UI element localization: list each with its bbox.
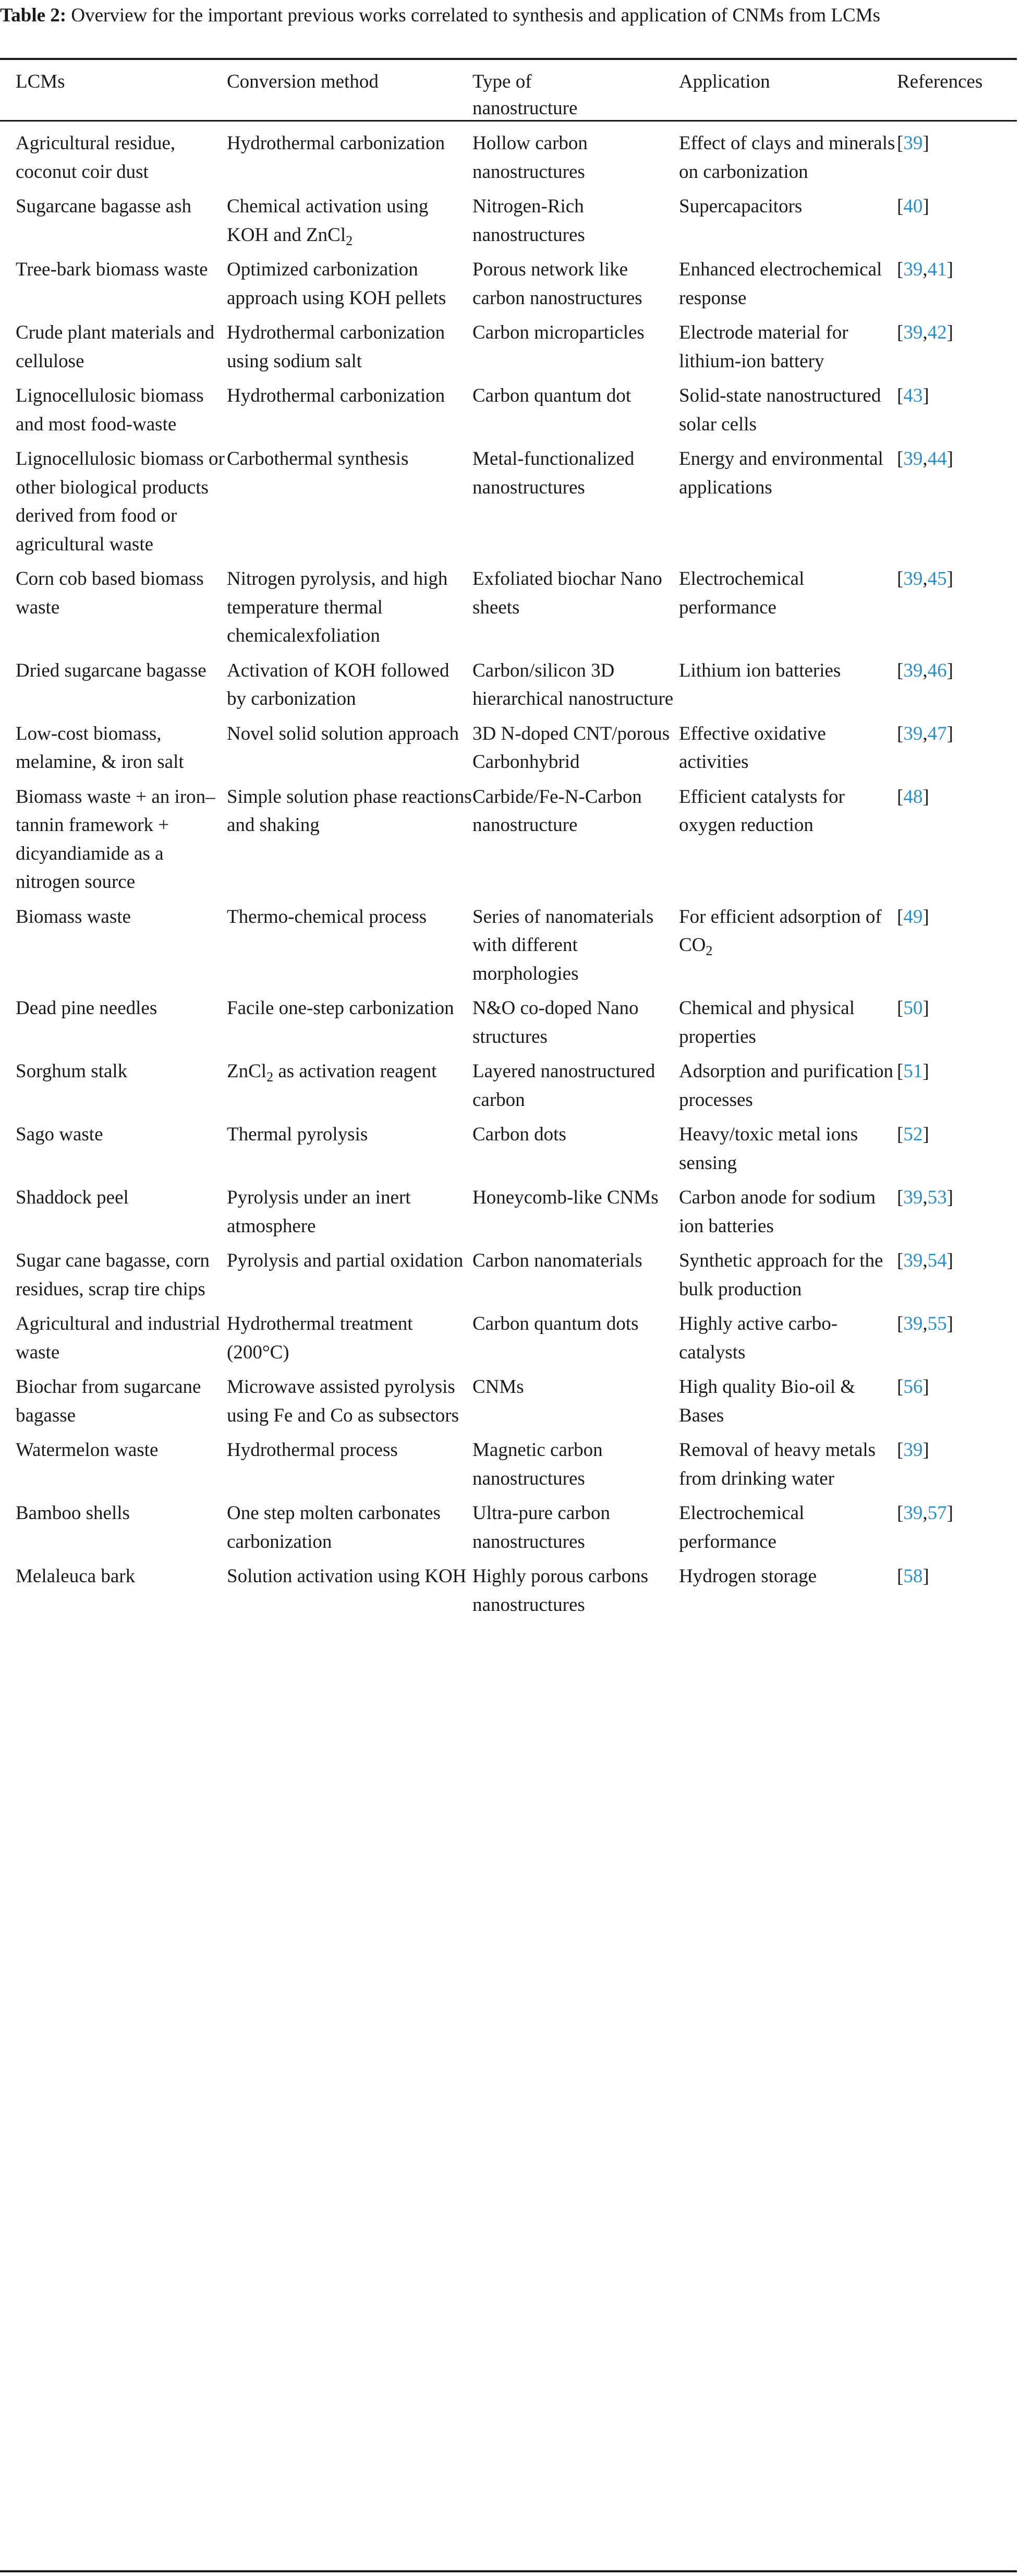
method-text: Hydrothermal carbonization	[227, 385, 445, 406]
table-header	[0, 60, 1017, 120]
cell-conversion-method	[227, 559, 472, 651]
cell-application	[679, 312, 897, 376]
lcms-text: Dead pine needles	[16, 997, 157, 1019]
reference-link[interactable]: 50	[903, 997, 923, 1019]
cell-application	[679, 186, 897, 249]
application-text: For efficient adsorption of CO	[679, 906, 882, 956]
method-text: Thermal pyrolysis	[227, 1124, 368, 1145]
table-row	[0, 559, 1017, 651]
cell-nanostructure-type	[472, 1051, 679, 1114]
cell-conversion-method	[227, 1051, 472, 1114]
header-conversion-method: Conversion method	[227, 71, 379, 92]
reference-link[interactable]: 39	[903, 259, 923, 280]
reference-link[interactable]: 57	[927, 1502, 947, 1524]
reference-link[interactable]: 39	[903, 448, 923, 470]
table-row	[0, 376, 1017, 439]
table-row	[0, 186, 1017, 249]
type-text: CNMs	[472, 1376, 524, 1398]
reference-link[interactable]: 39	[903, 1250, 923, 1271]
type-text: Highly porous carbons nanostructures	[472, 1566, 649, 1616]
application-text: Adsorption and purification processes	[679, 1061, 894, 1111]
cell-references: [39]	[897, 1439, 929, 1461]
reference-link[interactable]: 52	[903, 1124, 923, 1145]
cell-lcms	[0, 1493, 227, 1556]
cell-conversion-method	[227, 777, 472, 897]
lcms-text: Watermelon waste	[16, 1439, 159, 1461]
reference-link[interactable]: 53	[927, 1187, 947, 1208]
lcms-text: Crude plant materials and cellulose	[16, 322, 215, 372]
method-text-after: as activation reagent	[273, 1061, 437, 1082]
cell-lcms	[0, 777, 227, 897]
cell-application	[679, 1556, 897, 1619]
table-row	[0, 1556, 1017, 1619]
cell-application	[679, 1241, 897, 1304]
method-text: Nitrogen pyrolysis, and high temperature thermal chemicalexfoliation	[227, 568, 448, 646]
cell-nanostructure-type	[472, 777, 679, 897]
cell-application	[679, 1304, 897, 1367]
cell-conversion-method	[227, 439, 472, 559]
subscript: 2	[346, 233, 353, 248]
cell-lcms	[0, 1430, 227, 1493]
cell-conversion-method	[227, 1493, 472, 1556]
table-row	[0, 1114, 1017, 1177]
table-row	[0, 1367, 1017, 1430]
cell-references: [43]	[897, 385, 929, 406]
header-rule	[0, 120, 1017, 122]
table-row	[0, 651, 1017, 714]
application-text: Supercapacitors	[679, 196, 803, 217]
cell-nanostructure-type	[472, 1367, 679, 1430]
cell-lcms	[0, 1241, 227, 1304]
table-row	[0, 777, 1017, 897]
cell-references: [39,54]	[897, 1250, 953, 1271]
type-text: Magnetic carbon nanostructures	[472, 1439, 603, 1489]
method-text: Pyrolysis and partial oxidation	[227, 1250, 464, 1271]
lcms-text: Agricultural residue, coconut coir dust	[16, 133, 176, 183]
lcms-text: Dried sugarcane bagasse	[16, 659, 207, 681]
cell-nanostructure-type	[472, 1556, 679, 1619]
lcms-text: Biomass waste	[16, 906, 131, 928]
cell-application	[679, 651, 897, 714]
table-row	[0, 1241, 1017, 1304]
cell-nanostructure-type	[472, 439, 679, 559]
method-text: Chemical activation using KOH and ZnCl	[227, 196, 429, 246]
header-nanostructure-type: Type of nanostructure	[472, 71, 578, 119]
cell-application	[679, 1493, 897, 1556]
lcms-text: Lignocellulosic biomass and most food-waste	[16, 385, 204, 435]
cell-lcms	[0, 123, 227, 186]
method-text: Novel solid solution approach	[227, 723, 459, 744]
subscript: 2	[266, 1069, 274, 1085]
cell-lcms	[0, 1114, 227, 1177]
cell-nanostructure-type	[472, 1177, 679, 1241]
type-text: Carbon quantum dot	[472, 385, 632, 406]
cell-conversion-method	[227, 897, 472, 989]
cell-conversion-method	[227, 1367, 472, 1430]
cell-references: [39,45]	[897, 568, 953, 589]
cell-references: [39]	[897, 133, 929, 154]
cell-lcms	[0, 439, 227, 559]
reference-link[interactable]: 39	[903, 659, 923, 681]
cell-application	[679, 559, 897, 651]
cell-nanostructure-type	[472, 249, 679, 312]
type-text: Ultra-pure carbon nanostructures	[472, 1502, 611, 1552]
cell-references: [48]	[897, 786, 929, 808]
lcms-text: Sugarcane bagasse ash	[16, 196, 191, 217]
cell-application	[679, 777, 897, 897]
cell-conversion-method	[227, 1430, 472, 1493]
lcms-text: Sago waste	[16, 1124, 103, 1145]
cell-application	[679, 988, 897, 1051]
table-row	[0, 439, 1017, 559]
type-text: Exfoliated biochar Nano sheets	[472, 568, 662, 618]
table-row	[0, 123, 1017, 186]
cell-conversion-method	[227, 249, 472, 312]
cell-lcms	[0, 312, 227, 376]
type-text: Porous network like carbon nanostructures	[472, 259, 642, 309]
cell-references: [39,44]	[897, 448, 953, 470]
method-text: Thermo-chemical process	[227, 906, 427, 928]
method-text: Microwave assisted pyrolysis using Fe and Co as subsectors	[227, 1376, 459, 1426]
type-text: Layered nanostructured carbon	[472, 1061, 655, 1111]
application-text: Energy and environmental applications	[679, 448, 883, 498]
table-row	[0, 1493, 1017, 1556]
reference-link[interactable]: 40	[903, 196, 923, 217]
type-text: Nitrogen-Rich nanostructures	[472, 196, 585, 246]
cell-application	[679, 1177, 897, 1241]
application-text: Synthetic approach for the bulk production	[679, 1250, 883, 1300]
cell-conversion-method	[227, 988, 472, 1051]
reference-link[interactable]: 55	[927, 1313, 947, 1334]
lcms-text: Shaddock peel	[16, 1187, 129, 1208]
reference-link[interactable]: 42	[927, 322, 947, 343]
cell-references: [52]	[897, 1124, 929, 1145]
cell-references: [58]	[897, 1566, 929, 1587]
reference-link[interactable]: 46	[927, 659, 947, 681]
cell-conversion-method	[227, 1241, 472, 1304]
cell-nanostructure-type	[472, 1493, 679, 1556]
cell-conversion-method	[227, 186, 472, 249]
cell-nanostructure-type	[472, 1430, 679, 1493]
type-text: Carbon nanomaterials	[472, 1250, 642, 1271]
type-text: Carbon/silicon 3D hierarchical nanostructure	[472, 659, 674, 709]
cell-nanostructure-type	[472, 988, 679, 1051]
cell-application	[679, 1367, 897, 1430]
table-row	[0, 312, 1017, 376]
application-text: Highly active carbo-catalysts	[679, 1313, 838, 1363]
cell-conversion-method	[227, 123, 472, 186]
reference-link[interactable]: 39	[903, 1187, 923, 1208]
cell-references: [51]	[897, 1061, 929, 1082]
reference-link[interactable]: 49	[903, 906, 923, 928]
type-text: Series of nanomaterials with different morphologies	[472, 906, 654, 984]
cell-lcms	[0, 714, 227, 777]
reference-link[interactable]: 54	[927, 1250, 947, 1271]
application-text: Enhanced electrochemical response	[679, 259, 882, 309]
reference-link[interactable]: 45	[927, 568, 947, 589]
lcms-text: Lignocellulosic biomass or other biological products derived from food or agricultural waste	[16, 448, 225, 555]
cell-references: [39,41]	[897, 259, 953, 280]
method-text: Solution activation using KOH	[227, 1566, 467, 1587]
type-text: Hollow carbon nanostructures	[472, 133, 588, 183]
method-text: Activation of KOH followed by carbonization	[227, 659, 450, 709]
type-text: Carbide/Fe-N-Carbon nanostructure	[472, 786, 642, 836]
caption-text: Overview for the important previous works correlated to synthesis and application of CNMs from LCMs	[71, 5, 881, 26]
application-text: Effective oxidative activities	[679, 723, 826, 773]
cell-lcms	[0, 651, 227, 714]
cell-application	[679, 123, 897, 186]
lcms-text: Melaleuca bark	[16, 1566, 136, 1587]
method-text: Hydrothermal carbonization using sodium salt	[227, 322, 445, 372]
subscript: 2	[706, 943, 713, 958]
reference-link[interactable]: 56	[903, 1376, 923, 1398]
reference-link[interactable]: 43	[903, 385, 923, 406]
cell-lcms	[0, 559, 227, 651]
reference-link[interactable]: 58	[903, 1566, 923, 1587]
cell-references: [39,57]	[897, 1502, 953, 1524]
table-row	[0, 1177, 1017, 1241]
lcms-text: Biochar from sugarcane bagasse	[16, 1376, 201, 1426]
reference-link[interactable]: 39	[903, 322, 923, 343]
cell-conversion-method	[227, 1177, 472, 1241]
cell-nanostructure-type	[472, 1114, 679, 1177]
table-row	[0, 249, 1017, 312]
reference-link[interactable]: 39	[903, 568, 923, 589]
type-text: Carbon dots	[472, 1124, 566, 1145]
cell-lcms	[0, 897, 227, 989]
cell-nanostructure-type	[472, 312, 679, 376]
cell-nanostructure-type	[472, 376, 679, 439]
method-text: Optimized carbonization approach using KOH pellets	[227, 259, 446, 309]
cell-references: [49]	[897, 906, 929, 928]
caption-label: Table 2:	[0, 5, 67, 26]
cell-nanostructure-type	[472, 714, 679, 777]
table-caption	[0, 2, 1014, 29]
bottom-rule	[0, 2570, 1017, 2572]
table-row	[0, 897, 1017, 989]
lcms-text: Biomass waste + an iron–tannin framework + dicyandiamide as a nitrogen source	[16, 786, 215, 893]
cell-application	[679, 714, 897, 777]
lcms-text: Low-cost biomass, melamine, & iron salt	[16, 723, 184, 773]
lcms-text: Corn cob based biomass waste	[16, 568, 204, 618]
cell-conversion-method	[227, 1304, 472, 1367]
table-row	[0, 1304, 1017, 1367]
table-row	[0, 1430, 1017, 1493]
cell-references: [39,53]	[897, 1187, 953, 1208]
application-text: Carbon anode for sodium ion batteries	[679, 1187, 876, 1237]
type-text: Metal-functionalized nanostructures	[472, 448, 635, 498]
type-text: Carbon quantum dots	[472, 1313, 639, 1334]
reference-link[interactable]: 47	[927, 723, 947, 744]
reference-link[interactable]: 39	[903, 133, 923, 154]
reference-link[interactable]: 39	[903, 1502, 923, 1524]
cell-nanostructure-type	[472, 1304, 679, 1367]
table-row	[0, 714, 1017, 777]
cell-lcms	[0, 1051, 227, 1114]
application-text: Heavy/toxic metal ions sensing	[679, 1124, 858, 1174]
cell-lcms	[0, 1367, 227, 1430]
method-text: Pyrolysis under an inert atmosphere	[227, 1187, 411, 1237]
application-text: Chemical and physical properties	[679, 997, 855, 1048]
reference-link[interactable]: 48	[903, 786, 923, 808]
cell-references: [39,46]	[897, 659, 953, 681]
cell-lcms	[0, 249, 227, 312]
cell-nanostructure-type	[472, 1241, 679, 1304]
cell-application	[679, 1051, 897, 1114]
application-text: Lithium ion batteries	[679, 659, 841, 681]
cell-references: [40]	[897, 196, 929, 217]
cell-lcms	[0, 186, 227, 249]
type-text: Honeycomb-like CNMs	[472, 1187, 659, 1208]
cell-lcms	[0, 1304, 227, 1367]
method-text: One step molten carbonates carbonization	[227, 1502, 441, 1552]
lcms-text: Bamboo shells	[16, 1502, 130, 1524]
cell-application	[679, 249, 897, 312]
reference-link[interactable]: 39	[903, 1439, 923, 1461]
method-text: Facile one-step carbonization	[227, 997, 454, 1019]
reference-link[interactable]: 44	[927, 448, 947, 470]
lcms-text: Tree-bark biomass waste	[16, 259, 208, 280]
cell-lcms	[0, 988, 227, 1051]
lcms-text: Sorghum stalk	[16, 1061, 128, 1082]
application-text: Electrode material for lithium-ion battery	[679, 322, 848, 372]
method-text: Hydrothermal treatment (200°C)	[227, 1313, 413, 1363]
cell-conversion-method	[227, 312, 472, 376]
cell-application	[679, 1114, 897, 1177]
cell-application	[679, 439, 897, 559]
type-text: N&O co-doped Nano structures	[472, 997, 639, 1048]
cell-nanostructure-type	[472, 186, 679, 249]
cell-references: [39,47]	[897, 723, 953, 744]
cell-application	[679, 897, 897, 989]
cell-lcms	[0, 1556, 227, 1619]
method-text: ZnCl	[227, 1061, 267, 1082]
cell-conversion-method	[227, 651, 472, 714]
header-references: References	[897, 71, 983, 92]
cell-application	[679, 1430, 897, 1493]
cell-references: [50]	[897, 997, 929, 1019]
method-text: Hydrothermal process	[227, 1439, 398, 1461]
cell-nanostructure-type	[472, 559, 679, 651]
data-table	[0, 123, 1017, 1619]
type-text: 3D N-doped CNT/porous Carbonhybrid	[472, 723, 670, 773]
cell-lcms	[0, 376, 227, 439]
cell-application	[679, 376, 897, 439]
application-text: Effect of clays and minerals on carbonization	[679, 133, 895, 183]
method-text: Carbothermal synthesis	[227, 448, 409, 470]
application-text: Solid-state nanostructured solar cells	[679, 385, 881, 435]
lcms-text: Agricultural and industrial waste	[16, 1313, 221, 1363]
lcms-text: Sugar cane bagasse, corn residues, scrap tire chips	[16, 1250, 210, 1300]
reference-link[interactable]: 51	[903, 1061, 923, 1082]
application-text: Electrochemical performance	[679, 568, 805, 618]
application-text: Electrochemical performance	[679, 1502, 805, 1552]
header-application: Application	[679, 71, 770, 92]
application-text: High quality Bio-oil & Bases	[679, 1376, 856, 1426]
cell-nanostructure-type	[472, 897, 679, 989]
cell-references: [39,42]	[897, 322, 953, 343]
header-lcms: LCMs	[16, 71, 65, 92]
method-text: Hydrothermal carbonization	[227, 133, 445, 154]
cell-references: [39,55]	[897, 1313, 953, 1334]
reference-link[interactable]: 41	[927, 259, 947, 280]
cell-references: [56]	[897, 1376, 929, 1398]
table-row	[0, 988, 1017, 1051]
reference-link[interactable]: 39	[903, 1313, 923, 1334]
cell-nanostructure-type	[472, 123, 679, 186]
type-text: Carbon microparticles	[472, 322, 645, 343]
reference-link[interactable]: 39	[903, 723, 923, 744]
application-text: Hydrogen storage	[679, 1566, 817, 1587]
table-body	[0, 123, 1017, 1619]
application-text: Removal of heavy metals from drinking water	[679, 1439, 876, 1489]
cell-lcms	[0, 1177, 227, 1241]
method-text: Simple solution phase reactions and shaking	[227, 786, 472, 836]
application-text: Efficient catalysts for oxygen reduction	[679, 786, 845, 836]
cell-nanostructure-type	[472, 651, 679, 714]
cell-conversion-method	[227, 714, 472, 777]
table-row	[0, 1051, 1017, 1114]
cell-conversion-method	[227, 1556, 472, 1619]
cell-conversion-method	[227, 376, 472, 439]
cell-conversion-method	[227, 1114, 472, 1177]
